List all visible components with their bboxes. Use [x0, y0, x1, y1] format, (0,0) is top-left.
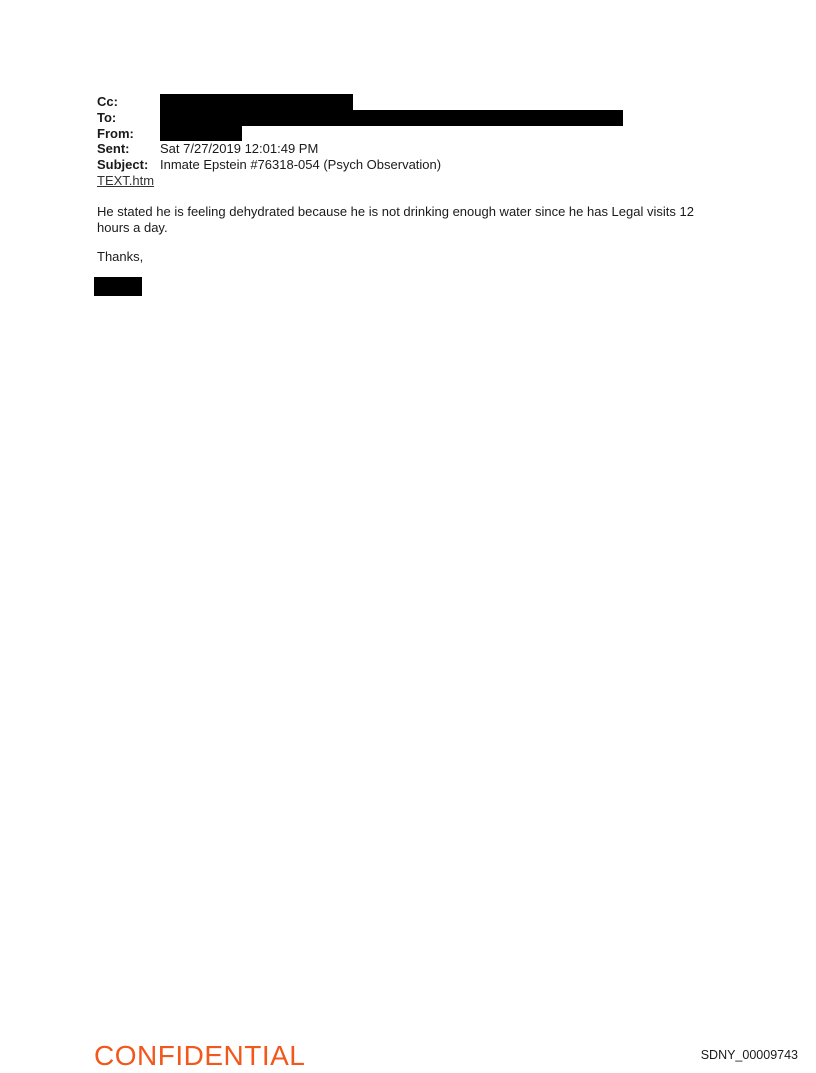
- confidential-stamp: CONFIDENTIAL: [94, 1040, 306, 1071]
- field-label-sent: Sent:: [97, 141, 130, 157]
- header-row-sent: [97, 141, 623, 157]
- field-label-cc: Cc:: [97, 94, 118, 109]
- body-line-2: hours a day.: [97, 220, 168, 236]
- email-header: [97, 94, 623, 189]
- redaction-bar-cc: [160, 94, 353, 110]
- header-row-from: [97, 126, 623, 142]
- closing-text: Thanks,: [97, 249, 144, 264]
- email-body: [97, 204, 694, 236]
- redaction-bar-signature: [94, 277, 142, 296]
- redaction-bar-to: [160, 110, 623, 126]
- attachment-row: [97, 173, 623, 189]
- bates-number: SDNY_00009743: [700, 1048, 798, 1062]
- header-row-subject: [97, 157, 623, 173]
- body-line-1: He stated he is feeling dehydrated because he is not drinking enough water since he has Legal visits 12: [97, 204, 694, 219]
- header-row-to: [97, 110, 623, 126]
- field-label-subject: Subject:: [97, 157, 149, 173]
- field-label-from: From:: [97, 125, 134, 141]
- redaction-bar-from: [160, 126, 242, 142]
- sent-value: Sat 7/27/2019 12:01:49 PM: [160, 141, 319, 157]
- header-row-cc: [97, 94, 623, 110]
- subject-value: Inmate Epstein #76318-054 (Psych Observation): [160, 157, 442, 173]
- attachment-link[interactable]: TEXT.htm: [97, 172, 155, 188]
- field-label-to: To:: [97, 109, 117, 125]
